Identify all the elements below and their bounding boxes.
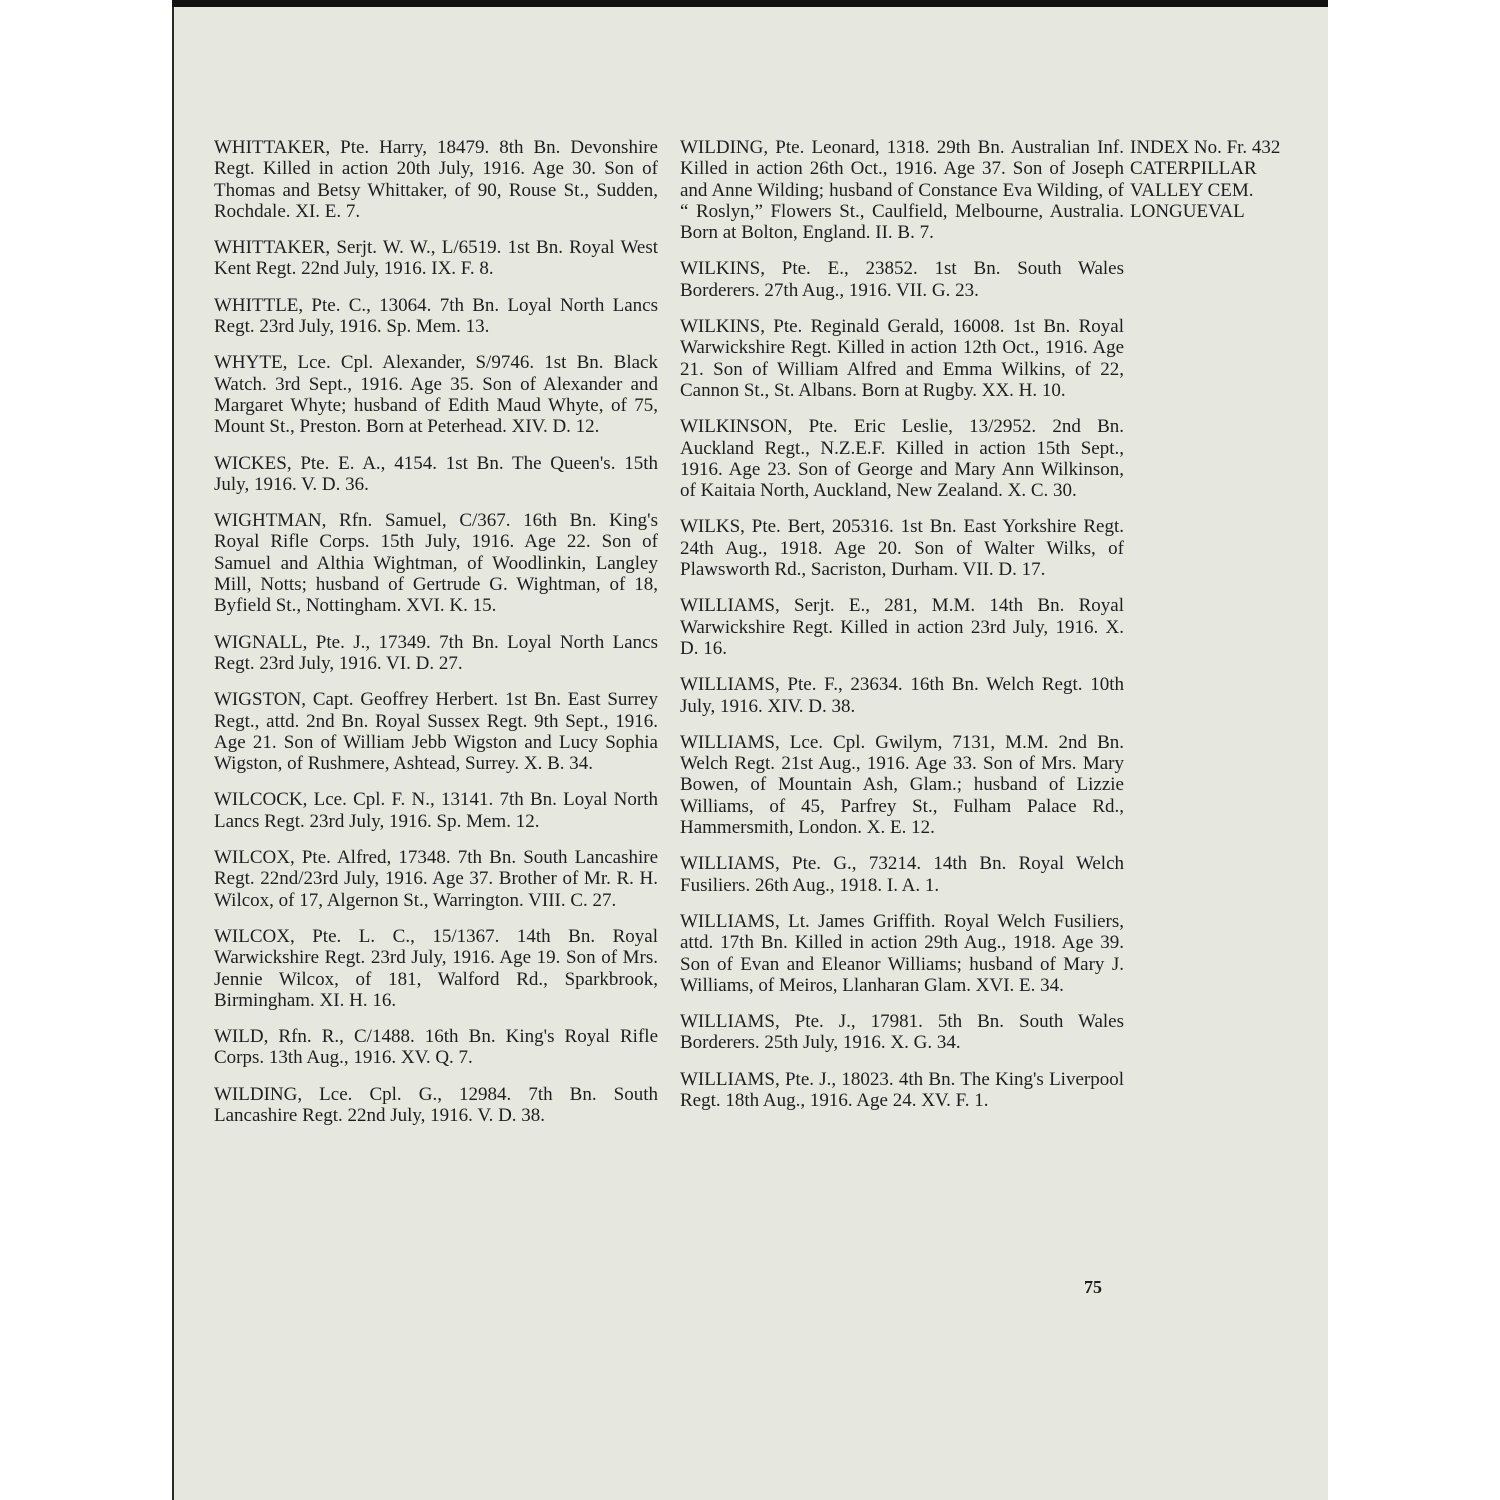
register-entry: WILKINS, Pte. E., 23852. 1st Bn. South Wales Borderers. 27th Aug., 1916. VII. G. 23. [680,258,1124,301]
register-entry: WHYTE, Lce. Cpl. Alexander, S/9746. 1st Bn. Black Watch. 3rd Sept., 1916. Age 35. Son of Alexander and Margaret Whyte; husband of Edith Maud Whyte, of 75, Mount St., Preston. Born at Peterhead. XIV. D. 12. [214,352,658,438]
register-entry: WILCOX, Pte. Alfred, 17348. 7th Bn. South Lancashire Regt. 22nd/23rd July, 1916. Age 37. Brother of Mr. R. H. Wilcox, of 17, Algernon St., Warrington. VIII. C. 27. [214,847,658,911]
register-entry: WILD, Rfn. R., C/1488. 16th Bn. King's Royal Rifle Corps. 13th Aug., 1916. XV. Q. 7. [214,1026,658,1069]
index-number: INDEX No. Fr. 432 [1130,137,1281,158]
register-entry: WILLIAMS, Pte. G., 73214. 14th Bn. Royal Welch Fusiliers. 26th Aug., 1918. I. A. 1. [680,853,1124,896]
register-entry: WILLIAMS, Lt. James Griffith. Royal Welch Fusiliers, attd. 17th Bn. Killed in action 29th Aug., 1918. Age 39. Son of Evan and Eleanor Williams; husband of Mary J. Williams, of Meiros, Llanharan Glam. XVI. E. 34. [680,910,1124,996]
page-number: 75 [1084,1277,1102,1297]
scan-margin-right [1328,0,1500,1500]
register-entry: WILKINS, Pte. Reginald Gerald, 16008. 1st Bn. Royal Warwickshire Regt. Killed in action 12th Oct., 1916. Age 21. Son of William Alfred and Emma Wilkins, of 22, Cannon St., St. Albans. Born at Rugby. XX. H. 10. [680,316,1124,401]
left-column [214,137,658,1126]
register-entry: WILLIAMS, Pte. J., 17981. 5th Bn. South Wales Borderers. 25th July, 1916. X. G. 34. [680,1011,1124,1054]
cemetery-name-line1: CATERPILLAR [1130,158,1257,180]
register-entry: WIGNALL, Pte. J., 17349. 7th Bn. Loyal North Lancs Regt. 23rd July, 1916. VI. D. 27. [214,631,658,674]
register-entry: WILLIAMS, Serjt. E., 281, M.M. 14th Bn. Royal Warwickshire Regt. Killed in action 23rd July, 1916. X. D. 16. [680,595,1124,659]
register-entry: WILLIAMS, Pte. J., 18023. 4th Bn. The King's Liverpool Regt. 18th Aug., 1916. Age 24. XV. F. 1. [680,1068,1124,1111]
register-entry: WILCOCK, Lce. Cpl. F. N., 13141. 7th Bn. Loyal North Lancs Regt. 23rd July, 1916. Sp. Mem. 12. [214,789,658,832]
scan-edge-top [172,0,1328,7]
register-entry: WILKINSON, Pte. Eric Leslie, 13/2952. 2nd Bn. Auckland Regt., N.Z.E.F. Killed in action 15th Sept., 1916. Age 23. Son of George and Mary Ann Wilkinson, of Kaitaia North, Auckland, New Zealand. X. C. 30. [680,416,1124,502]
register-entry: WILDING, Lce. Cpl. G., 12984. 7th Bn. South Lancashire Regt. 22nd July, 1916. V. D. 38. [214,1083,658,1126]
register-entry: WIGSTON, Capt. Geoffrey Herbert. 1st Bn. East Surrey Regt., attd. 2nd Bn. Royal Sussex Regt. 9th Sept., 1916. Age 21. Son of William Jebb Wigston and Lucy Sophia Wigston, of Rushmere, Ashtead, Surrey. X. B. 34. [214,689,658,775]
scan-margin-left [0,0,172,1500]
register-entry: WILDING, Pte. Leonard, 1318. 29th Bn. Australian Inf. Killed in action 26th Oct., 1916. Age 37. Son of Joseph and Anne Wilding; husband of Constance Eva Wilding, of “ Roslyn,” Flowers St., Caulfield, Melbourne, Australia. Born at Bolton, England. II. B. 7. [680,137,1124,244]
register-entry: WHITTAKER, Pte. Harry, 18479. 8th Bn. Devonshire Regt. Killed in action 20th July, 1916. Age 30. Son of Thomas and Betsy Whittaker, of 90, Rouse St., Sudden, Rochdale. XI. E. 7. [214,137,658,222]
register-entry: WILCOX, Pte. L. C., 15/1367. 14th Bn. Royal Warwickshire Regt. 23rd July, 1916. Age 19. Son of Mrs. Jennie Wilcox, of 181, Walford Rd., Sparkbrook, Birmingham. XI. H. 16. [214,925,658,1011]
cemetery-name-line2: VALLEY CEM. [1130,179,1254,201]
register-entry: WILLIAMS, Pte. F., 23634. 16th Bn. Welch Regt. 10th July, 1916. XIV. D. 38. [680,674,1124,717]
register-entry: WHITTLE, Pte. C., 13064. 7th Bn. Loyal North Lancs Regt. 23rd July, 1916. Sp. Mem. 13. [214,294,658,338]
cemetery-header [1130,137,1330,222]
register-entry: WICKES, Pte. E. A., 4154. 1st Bn. The Queen's. 15th July, 1916. V. D. 36. [214,452,658,495]
cemetery-location: LONGUEVAL [1130,200,1245,222]
register-entry: WILLIAMS, Lce. Cpl. Gwilym, 7131, M.M. 2nd Bn. Welch Regt. 21st Aug., 1916. Age 33. Son of Mrs. Mary Bowen, of Mountain Ash, Glam.; husband of Lizzie Williams, of 45, Parfrey St., Fulham Palace Rd., Hammersmith, London. X. E. 12. [680,731,1124,839]
register-entry: WHITTAKER, Serjt. W. W., L/6519. 1st Bn. Royal West Kent Regt. 22nd July, 1916. IX. F. 8. [214,237,658,280]
middle-column [680,137,1124,1111]
register-entry: WIGHTMAN, Rfn. Samuel, C/367. 16th Bn. King's Royal Rifle Corps. 15th July, 1916. Age 22. Son of Samuel and Althia Wightman, of Woodlinkin, Langley Mill, Notts; husband of Gertrude G. Wightman, of 18, Byfield St., Nottingham. XVI. K. 15. [214,510,658,617]
register-entry: WILKS, Pte. Bert, 205316. 1st Bn. East Yorkshire Regt. 24th Aug., 1918. Age 20. Son of Walter Wilks, of Plawsworth Rd., Sacriston, Durham. VII. D. 17. [680,516,1124,581]
document-page [172,7,1328,1500]
